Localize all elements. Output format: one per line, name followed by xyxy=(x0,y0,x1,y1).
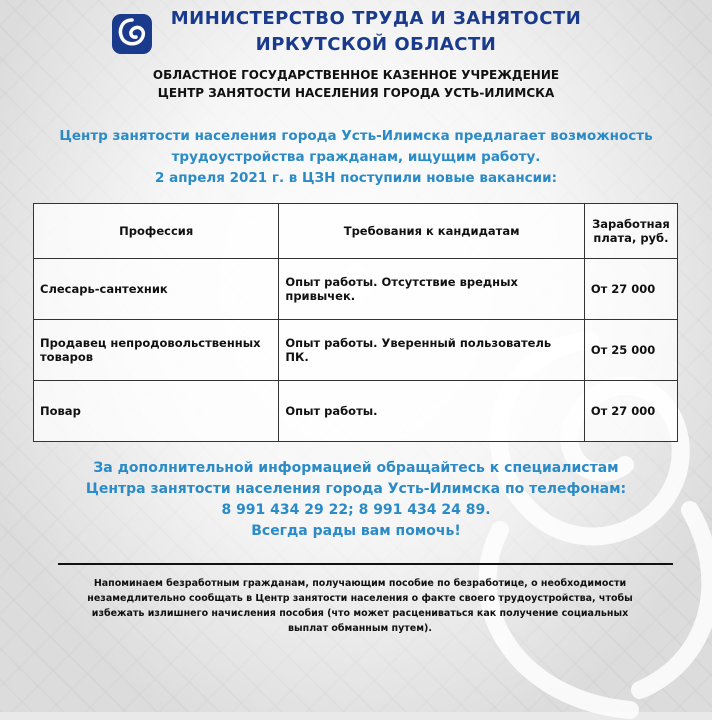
contact-line: За дополнительной информацией обращайтесь к специалистам xyxy=(93,460,619,476)
table-row xyxy=(34,259,678,320)
intro-text xyxy=(0,126,712,189)
ministry-title-line2: ИРКУТСКОЙ ОБЛАСТИ xyxy=(255,34,497,55)
cell-requirements: Опыт работы. Уверенный пользователь ПК. xyxy=(279,320,584,381)
cell-requirements: Опыт работы. Отсутствие вредных привычек. xyxy=(279,259,584,320)
institution-line2: ЦЕНТР ЗАНЯТОСТИ НАСЕЛЕНИЯ ГОРОДА УСТЬ-ИЛИМСКА xyxy=(157,86,555,100)
intro-line: Центр занятости населения города Усть-Илимска предлагает возможность xyxy=(59,128,653,144)
ministry-logo xyxy=(110,12,154,56)
ministry-title-line1: МИНИСТЕРСТВО ТРУДА И ЗАНЯТОСТИ xyxy=(170,8,582,29)
intro-line: 2 апреля 2021 г. в ЦЗН поступили новые вакансии: xyxy=(155,170,557,186)
cell-salary: От 27 000 xyxy=(584,381,677,442)
header-requirements: Требования к кандидатам xyxy=(279,204,584,259)
table-row xyxy=(34,381,678,442)
table-row xyxy=(34,320,678,381)
divider xyxy=(58,563,673,565)
cell-requirements: Опыт работы. xyxy=(279,381,584,442)
contact-line: Центра занятости населения города Усть-Илимска по телефонам: xyxy=(85,481,627,497)
contact-line: Всегда рады вам помочь! xyxy=(251,523,461,539)
cell-profession: Продавец непродовольственных товаров xyxy=(34,320,279,381)
reminder-note: Напоминаем безработным гражданам, получающим пособие по безработице, о необходимости незамедлительно сообщать в Центр занятости населения о факте своего трудоустройства, чтобы избежать излишнего начисления пособия (что может расцениваться как получение социальных выплат обманным путем). xyxy=(87,578,633,634)
vacancies-table xyxy=(33,203,678,442)
institution-line1: ОБЛАСТНОЕ ГОСУДАРСТВЕННОЕ КАЗЕННОЕ УЧРЕЖДЕНИЕ xyxy=(152,68,560,82)
intro-line: трудоустройства гражданам, ищущим работу. xyxy=(171,149,541,165)
phone-numbers: 8 991 434 29 22; 8 991 434 24 89. xyxy=(221,502,491,518)
cell-salary: От 27 000 xyxy=(584,259,677,320)
header-profession: Профессия xyxy=(34,204,279,259)
cell-profession: Повар xyxy=(34,381,279,442)
cell-profession: Слесарь-сантехник xyxy=(34,259,279,320)
contact-info xyxy=(0,458,712,542)
header-salary: Заработная плата, руб. xyxy=(584,204,677,259)
cell-salary: От 25 000 xyxy=(584,320,677,381)
table-header-row xyxy=(34,204,678,259)
